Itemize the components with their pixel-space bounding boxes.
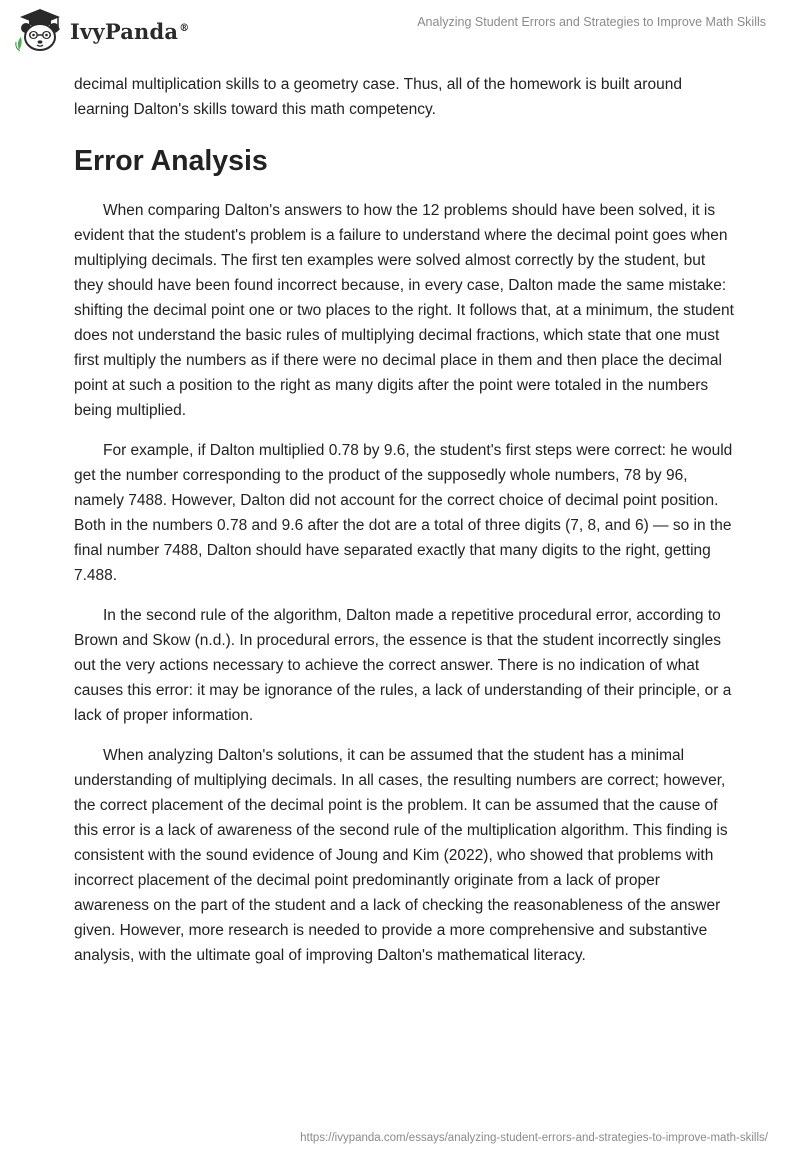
ivypanda-logo[interactable] <box>14 6 189 54</box>
brand-name: IvyPanda® <box>70 18 190 44</box>
intro-paragraph: decimal multiplication skills to a geometry case. Thus, all of the homework is built around learning Dalton's skills toward this math competency. <box>74 76 682 118</box>
body-paragraph: In the second rule of the algorithm, Dalton made a repetitive procedural error, according to Brown and Skow (n.d.). In procedural errors, the essence is that the student incorrectly singles out the very actions necessary to achieve the correct answer. There is no indication of what causes this error: it may be ignorance of the rules, a lack of understanding of their principle, or a lack of proper information. <box>74 607 732 724</box>
body-paragraph: For example, if Dalton multiplied 0.78 by 9.6, the student's first steps were correct: he would get the number corresponding to the product of the supposedly whole numbers, 78 by 96, namely 7488. However, Dalton did not account for the correct choice of decimal point position. Both in the numbers 0.78 and 9.6 after the dot are a total of three digits (7, 8, and 6) — so in the final number 7488, Dalton should have separated exactly that many digits to the right, getting 7.488. <box>74 442 733 584</box>
document-title: Analyzing Student Errors and Strategies to Improve Math Skills <box>417 15 766 29</box>
body-paragraph: When comparing Dalton's answers to how the 12 problems should have been solved, it is evident that the student's problem is a failure to understand where the decimal point goes when multiplying decimals. The first ten examples were solved almost correctly by the student, but they should have been found incorrect because, in every case, Dalton made the same mistake: shifting the decimal point one or two places to the right. It follows that, at a minimum, the student does not understand the basic rules of multiplying decimal fractions, which state that one must first multiply the numbers as if there were no decimal place in them and then place the decimal point at such a position to the right as many digits after the point were totaled in the numbers being multiplied. <box>74 202 734 419</box>
page-header <box>0 0 800 60</box>
essay-content <box>74 72 734 983</box>
source-url[interactable]: https://ivypanda.com/essays/analyzing-student-errors-and-strategies-to-improve-math-skills/ <box>300 1132 768 1144</box>
body-paragraph: When analyzing Dalton's solutions, it can be assumed that the student has a minimal understanding of multiplying decimals. In all cases, the resulting numbers are correct; however, the correct placement of the decimal point is the problem. It can be assumed that the cause of this error is a lack of awareness of the second rule of the multiplication algorithm. This finding is consistent with the sound evidence of Joung and Kim (2022), who showed that problems with incorrect placement of the decimal point predominantly originate from a lack of proper awareness on the part of the student and a lack of checking the reasonableness of the answer given. However, more research is needed to provide a more comprehensive and substantive analysis, with the ultimate goal of improving Dalton's mathematical literacy. <box>74 747 728 964</box>
section-heading: Error Analysis <box>74 145 268 177</box>
panda-graduate-icon <box>14 6 66 54</box>
